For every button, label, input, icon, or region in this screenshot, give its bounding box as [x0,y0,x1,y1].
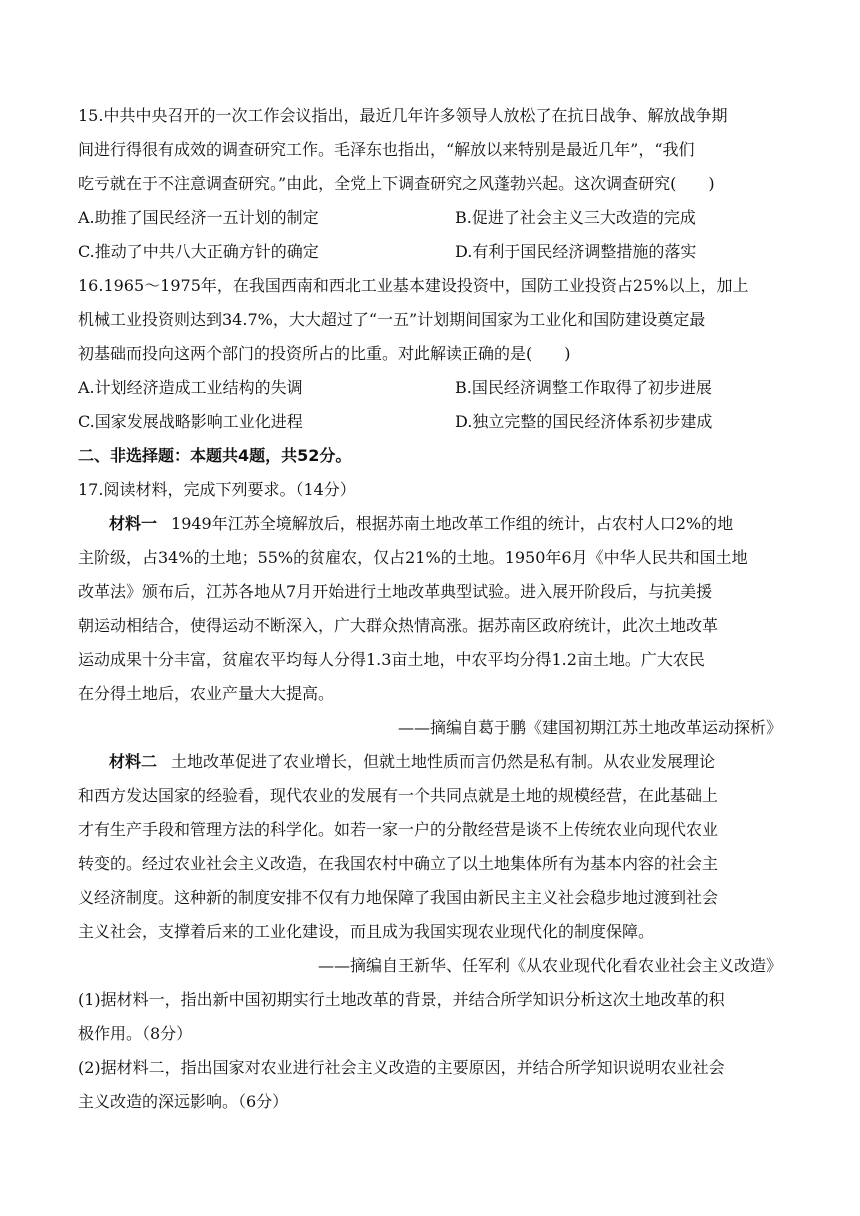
material-2-source: ——摘编自王新华、任军利《从农业现代化看农业社会主义改造》 [317,956,782,975]
material-1-line-4: 朝运动相结合，使得运动不断深入，广大群众热情高涨。据苏南区政府统计，此次土地改革 [78,616,719,635]
q15-option-b: B.促进了社会主义三大改造的完成 [455,208,696,227]
q15-stem-line-1: 15.中共中央召开的一次工作会议指出，最近几年许多领导人放松了在抗日战争、解放战争期 [78,106,728,125]
material-2-line-3: 才有生产手段和管理方法的科学化。如若一家一户的分散经营是谈不上传统农业向现代农业 [78,820,719,839]
material-1-line-1 [109,507,788,541]
q17-sub2-line-2: 主义改造的深远影响。（6分） [78,1092,289,1111]
q15-options-row-2 [78,235,788,269]
q16-stem-line-2: 机械工业投资则达到34.7%，大大超过了“一五”计划期间国家为工业化和国防建设奠定最 [78,310,706,329]
material-1-text-1: 1949年江苏全境解放后，根据苏南土地改革工作组的统计，占农村人口2%的地 [171,514,734,533]
material-1-line-3: 改革法》颁布后，江苏各地从7月开始进行土地改革典型试验。进入展开阶段后，与抗美援 [78,582,713,601]
material-2-line-6: 主义社会，支撑着后来的工业化建设，而且成为我国实现农业现代化的制度保障。 [78,922,655,941]
q16-options-row-1 [78,371,788,405]
q15-stem-line-3: 吃亏就在于不注意调查研究。”由此，全党上下调查研究之风蓬勃兴起。这次调查研究( ) [78,174,715,193]
q15-stem-line-2: 间进行得很有成效的调查研究工作。毛泽东也指出，“解放以来特别是最近几年”，“我们 [78,140,695,159]
q17-sub1-line-2: 极作用。（8分） [78,1024,193,1043]
material-1-label: 材料一 [109,514,158,533]
section-2-heading: 二、非选择题：本题共4题，共52分。 [78,446,352,465]
material-1-source: ——摘编自葛于鹏《建国初期江苏土地改革运动探析》 [397,718,782,737]
material-2-line-5: 义经济制度。这种新的制度安排不仅有力地保障了我国由新民主主义社会稳步地过渡到社会 [78,888,719,907]
q17-sub2-line-1: (2)据材料二，指出国家对农业进行社会主义改造的主要原因，并结合所学知识说明农业社会 [78,1058,725,1077]
q15-option-d: D.有利于国民经济调整措施的落实 [455,242,697,261]
q16-options-row-2 [78,405,788,439]
material-2-text-1: 土地改革促进了农业增长，但就土地性质而言仍然是私有制。从农业发展理论 [171,752,716,771]
material-2-label: 材料二 [109,752,158,771]
material-2-line-1 [109,745,788,779]
q16-stem-line-1: 16.1965～1975年，在我国西南和西北工业基本建设投资中，国防工业投资占25%以上，加上 [78,276,749,295]
q15-options-row-1 [78,201,788,235]
q15-option-c: C.推动了中共八大正确方针的确定 [78,242,319,261]
material-1-line-6: 在分得土地后，农业产量大大提高。 [78,684,335,703]
material-1-line-5: 运动成果十分丰富，贫雇农平均每人分得1.3亩土地，中农平均分得1.2亩土地。广大农民 [78,650,705,669]
q16-option-a: A.计划经济造成工业结构的失调 [78,378,303,397]
q17-sub1-line-1: (1)据材料一，指出新中国初期实行土地改革的背景，并结合所学知识分析这次土地改革的积 [78,990,725,1009]
material-2-line-4: 转变的。经过农业社会主义改造，在我国农村中确立了以土地集体所有为基本内容的社会主 [78,854,719,873]
material-1-line-2: 主阶级，占34%的土地；55%的贫雇农，仅占21%的土地。1950年6月《中华人民共和国土地 [78,548,748,567]
q15-option-a: A.助推了国民经济一五计划的制定 [78,208,319,227]
q16-stem-line-3: 初基础而投向这两个部门的投资所占的比重。对此解读正确的是( ) [78,344,571,363]
q16-option-c: C.国家发展战略影响工业化进程 [78,412,303,431]
q16-option-b: B.国民经济调整工作取得了初步进展 [455,378,712,397]
q17-intro: 17.阅读材料，完成下列要求。（14分） [78,480,356,499]
q16-option-d: D.独立完整的国民经济体系初步建成 [455,412,713,431]
material-2-line-2: 和西方发达国家的经验看，现代农业的发展有一个共同点就是土地的规模经营，在此基础上 [78,786,719,805]
